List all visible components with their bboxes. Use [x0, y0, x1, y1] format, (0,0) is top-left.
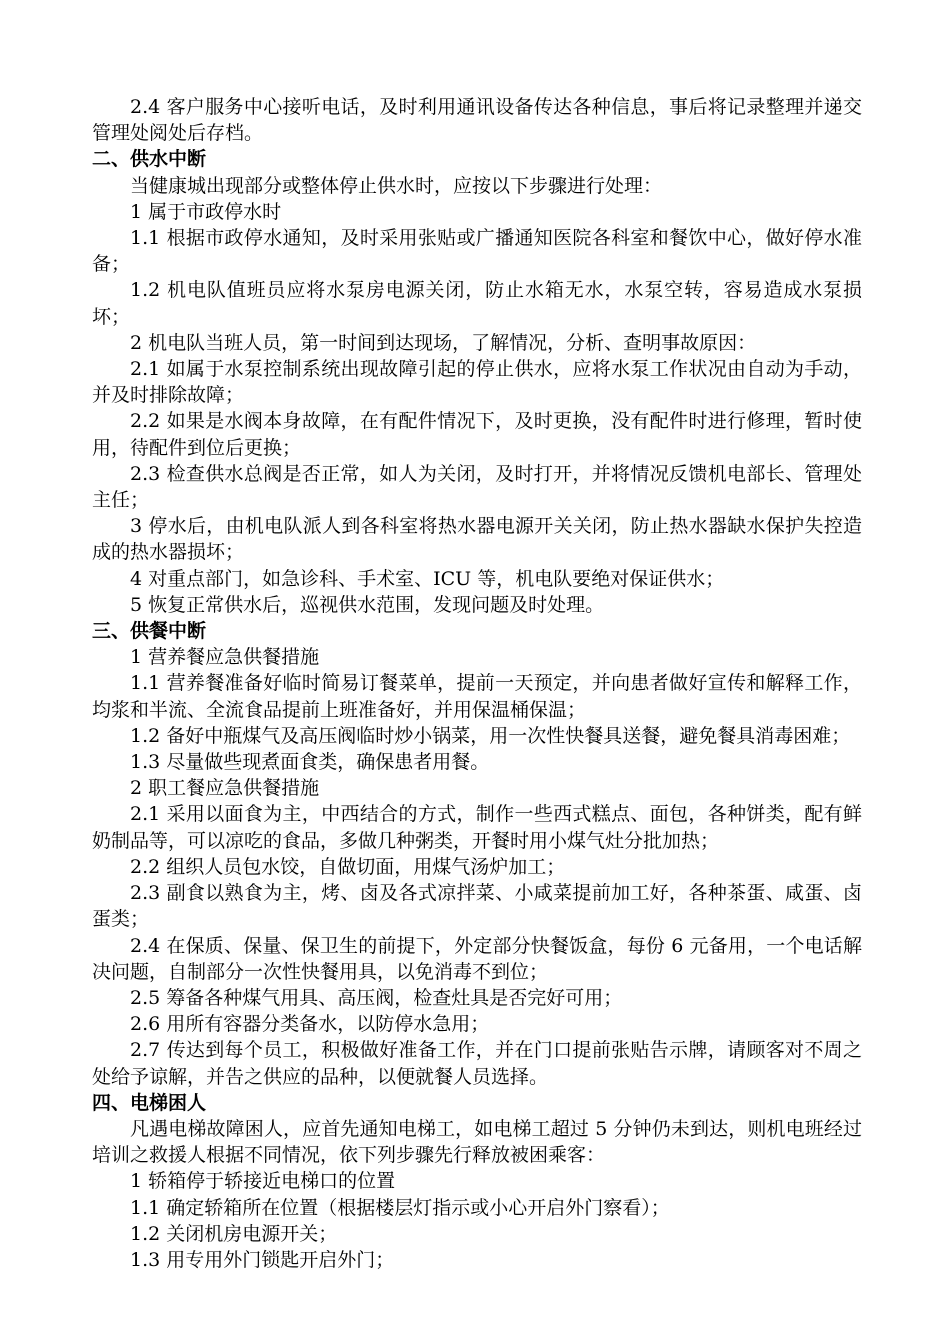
paragraph: 2.5 筹备各种煤气用具、高压阀，检查灶具是否完好可用； [130, 986, 623, 1009]
paragraph: 4 对重点部门，如急诊科、手术室、ICU 等，机电队要绝对保证供水； [130, 567, 725, 590]
paragraph: 2.1 如属于水泵控制系统出现故障引起的停止供水，应将水泵工作状况由自动为手动，并及时排除故障； [92, 358, 862, 407]
paragraph: 2.3 副食以熟食为主，烤、卤及各式凉拌菜、小咸菜提前加工好，各种茶蛋、咸蛋、卤蛋类； [92, 882, 862, 931]
paragraph: 1.1 根据市政停水通知，及时采用张贴或广播通知医院各科室和餐饮中心，做好停水准备； [92, 227, 862, 276]
paragraph: 2.2 组织人员包水饺，自做切面，用煤气汤炉加工； [130, 855, 566, 878]
paragraph: 1.3 尽量做些现煮面食类，确保患者用餐。 [130, 751, 490, 774]
paragraph: 1.2 关闭机房电源开关； [130, 1222, 338, 1245]
paragraph: 3 停水后，由机电队派人到各科室将热水器电源开关关闭，防止热水器缺水保护失控造成的热水器损坏； [92, 515, 862, 564]
document-page [92, 94, 862, 1273]
paragraph: 2.6 用所有容器分类备水，以防停水急用； [130, 1013, 490, 1036]
paragraph: 2.3 检查供水总阀是否正常，如人为关闭，及时打开，并将情况反馈机电部长、管理处主任； [92, 462, 862, 512]
paragraph: 1.1 确定轿箱所在位置（根据楼层灯指示或小心开启外门察看）； [130, 1196, 670, 1219]
section-heading: 二、供水中断 [92, 148, 207, 171]
paragraph: 2.7 传达到每个员工，积极做好准备工作，并在门口提前张贴告示牌，请顾客对不周之处给予谅解，并告之供应的品种，以便就餐人员选择。 [92, 1039, 862, 1088]
paragraph: 5 恢复正常供水后，巡视供水范围，发现问题及时处理。 [130, 593, 605, 616]
paragraph: 1.3 用专用外门锁匙开启外门； [130, 1248, 395, 1271]
paragraph: 1.2 机电队值班员应将水泵房电源关闭，防止水箱无水，水泵空转，容易造成水泵损坏； [92, 279, 862, 328]
paragraph: 2.4 在保质、保量、保卫生的前提下，外定部分快餐饭盒，每份 6 元备用，一个电话解决问题，自制部分一次性快餐用具，以免消毒不到位； [92, 934, 862, 983]
paragraph: 2.2 如果是水阀本身故障，在有配件情况下，及时更换，没有配件时进行修理，暂时使用，待配件到位后更换； [92, 410, 862, 459]
paragraph: 2 职工餐应急供餐措施 [130, 777, 320, 800]
paragraph: 2 机电队当班人员，第一时间到达现场，了解情况，分析、查明事故原因： [130, 331, 757, 354]
paragraph: 当健康城出现部分或整体停止供水时，应按以下步骤进行处理： [130, 174, 663, 197]
paragraph: 1 轿箱停于轿接近电梯口的位置 [130, 1170, 396, 1193]
paragraph: 2.1 采用以面食为主，中西结合的方式，制作一些西式糕点、面包，各种饼类，配有鲜奶制品等，可以凉吃的食品，多做几种粥类，开餐时用小煤气灶分批加热； [92, 803, 862, 852]
paragraph: 1 属于市政停水时 [130, 200, 282, 223]
paragraph: 1 营养餐应急供餐措施 [130, 646, 320, 669]
paragraph: 凡遇电梯故障困人，应首先通知电梯工，如电梯工超过 5 分钟仍未到达，则机电班经过培训之救援人根据不同情况，依下列步骤先行释放被困乘客： [92, 1117, 862, 1167]
paragraph: 2.4 客户服务中心接听电话，及时利用通讯设备传达各种信息，事后将记录整理并递交管理处阅处后存档。 [92, 96, 862, 145]
section-heading: 三、供餐中断 [92, 620, 207, 643]
paragraph: 1.1 营养餐准备好临时简易订餐菜单，提前一天预定，并向患者做好宣传和解释工作，均浆和半流、全流食品提前上班准备好，并用保温桶保温； [92, 672, 862, 721]
section-heading: 四、电梯困人 [92, 1091, 207, 1114]
paragraph: 1.2 备好中瓶煤气及高压阀临时炒小锅菜，用一次性快餐具送餐，避免餐具消毒困难； [130, 724, 851, 747]
